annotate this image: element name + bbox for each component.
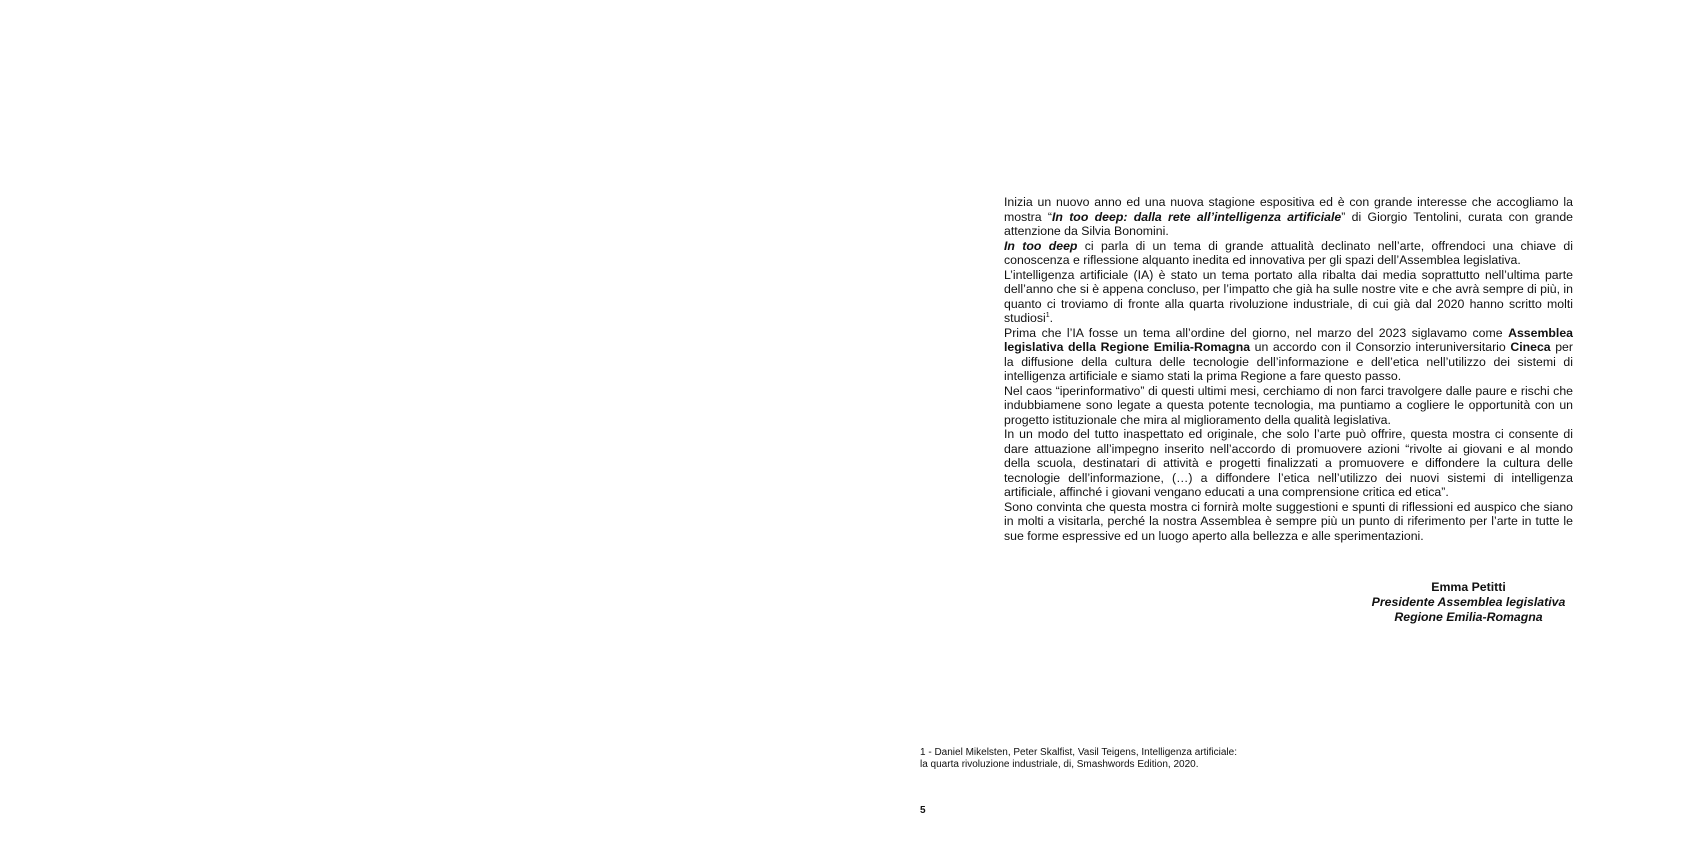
footnote (920, 747, 1340, 771)
paragraph: In too deep ci parla di un tema di grande attualità declinato nell’arte, offrendoci una chiave di conoscenza e riflessione alquanto inedita ed innovativa per gli spazi dell’Assemblea legislativa. (1004, 238, 1573, 267)
body-text (1004, 195, 1573, 543)
paragraph: L’intelligenza artificiale (IA) è stato un tema portato alla ribalta dai media soprattutto nell’ultima parte dell’anno che si è appena concluso, per l’impatto che già ha sulle nostre vite e che avrà sempre di più, in quanto ci troviamo di fronte alla quarta rivoluzione industriale, di cui già dal 2020 hanno scritto molti studiosi$^1$. (1004, 267, 1573, 325)
footnote-line: la quarta rivoluzione industriale, di, Smashwords Edition, 2020. (920, 759, 1199, 770)
signature-organization: Regione Emilia-Romagna (1394, 609, 1543, 624)
paragraph: Nel caos “iperinformativo” di questi ultimi mesi, cerchiamo di non farci travolgere dalle paure e rischi che indubbiamene sono legate a questa potente tecnologia, ma puntiamo a cogliere le opportunità con un progetto istituzionale che mira al miglioramento della qualità legislativa. (1004, 383, 1573, 427)
paragraph: In un modo del tutto inaspettato ed originale, che solo l’arte può offrire, questa mostra ci consente di dare attuazione all’impegno inserito nell’accordo di promuovere azioni “rivolte ai giovani e al mondo della scuola, destinatari di attività e progetti finalizzati a promuovere e diffondere la cultura delle tecnologie dell’informazione, (…) a diffondere l’etica nell’utilizzo dei nuovi sistemi di intelligenza artificiale, affinché i giovani vengano educati a una comprensione critica ed etica”. (1004, 427, 1573, 499)
signature-block (1330, 580, 1607, 624)
footnote-reference: 1 (1045, 311, 1050, 319)
paragraph: Prima che l’IA fosse un tema all’ordine del giorno, nel marzo del 2023 siglavamo come Assemblea legislativa della Regione Emilia-Romagna un accordo con il Consorzio interuniversitario Cineca per la diffusione della cultura delle tecnologie dell’informazione e dell’etica nell’utilizzo dei sistemi di intelligenza artificiale e siamo stati la prima Regione a fare questo passo. (1004, 325, 1573, 383)
paragraph: Sono convinta che questa mostra ci fornirà molte suggestioni e spunti di riflessioni ed auspico che siano in molti a visitarla, perché la nostra Assemblea è sempre più un punto di riferimento per l’arte in tutte le sue forme espressive ed un luogo aperto alla bellezza e alle sperimentazioni. (1004, 499, 1573, 543)
footnote-line: 1 - Daniel Mikelsten, Peter Skalfist, Vasil Teigens, Intelligenza artificiale: (920, 747, 1237, 758)
signature-name: Emma Petitti (1431, 580, 1506, 594)
paragraph: Inizia un nuovo anno ed una nuova stagione espositiva ed è con grande interesse che accogliamo la mostra “In too deep: dalla rete all’intelligenza artificiale” di Giorgio Tentolini, curata con grande attenzione da Silvia Bonomini. (1004, 195, 1574, 238)
signature-role: Presidente Assemblea legislativa (1371, 594, 1566, 609)
page-number: 5 (920, 805, 926, 816)
